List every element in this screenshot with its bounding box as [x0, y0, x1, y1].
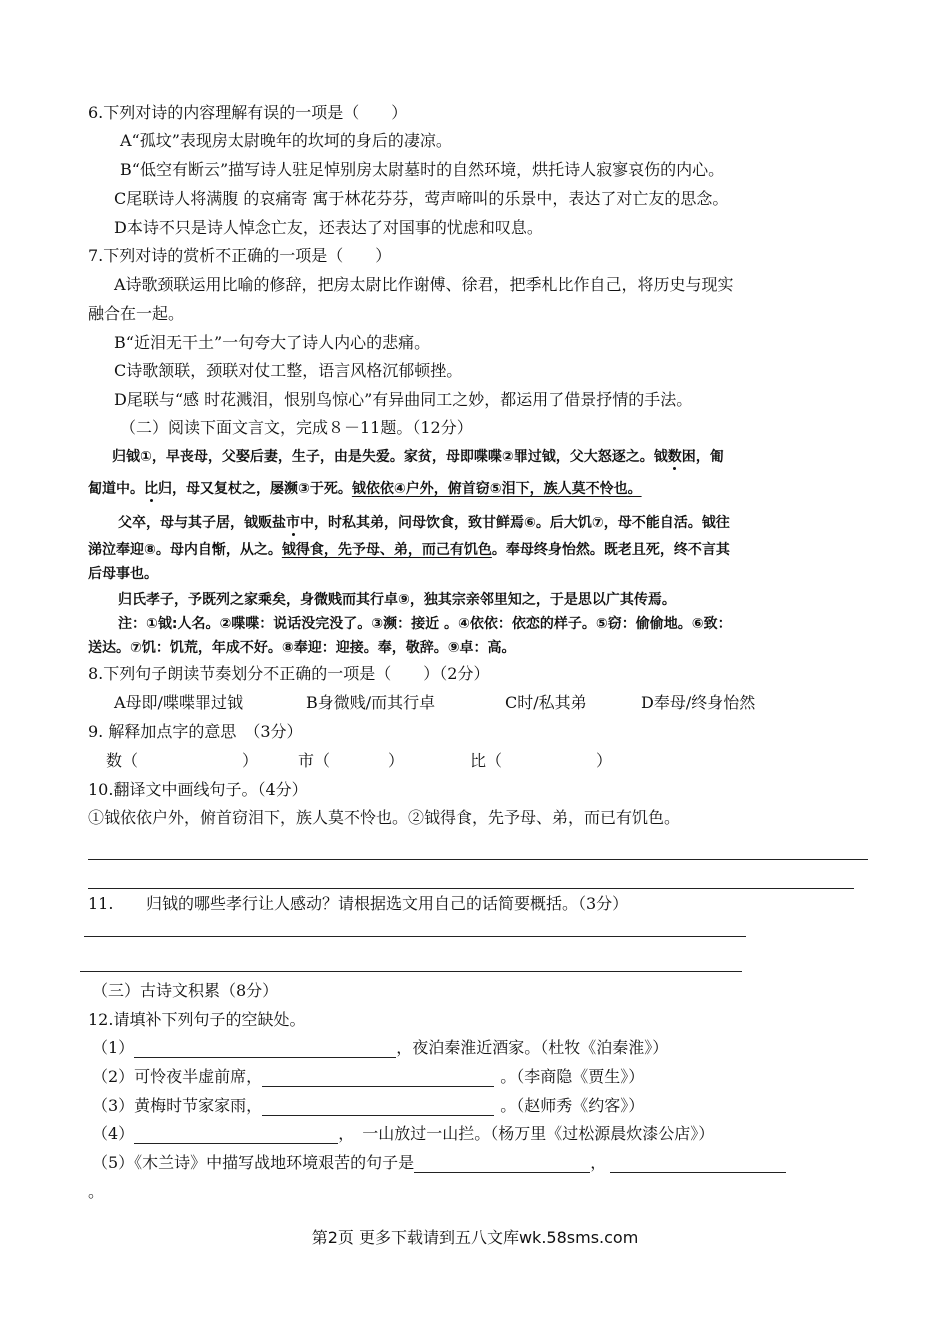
q12-item-3: （3）黄梅时节家家雨， 。（赵师秀《约客》） [92, 1096, 645, 1115]
passage-note-1: 注：①钺:人名。②喋喋：说话没完没了。③濒：接近 。④依依：依恋的样子。⑤窃：偷偷地。⑥致： [118, 616, 732, 632]
section2-title: （二）阅读下面文言文，完成８－11题。（12分） [120, 418, 473, 437]
q9-word-shi-close: ） [388, 751, 405, 770]
passage-p3: 归氏孝子，予既列之家乘矣，身微贱而其行卓⑨，独其宗亲邻里知之，于是思以广其传焉。 [118, 592, 676, 608]
passage-p1-line2: 匐道中。比归，母又复杖之，屡濒③于死。钺依依④户外，俯首窃⑤泪下，族人莫不怜也。 [88, 481, 642, 497]
q8-option-b: B身微贱/而其行卓 [306, 693, 436, 712]
q8-option-d: D奉母/终身怡然 [641, 693, 756, 712]
q7-option-c: C诗歌颔联，颈联对仗工整，语言风格沉郁顿挫。 [114, 361, 463, 380]
q11-stem: 归钺的哪些孝行让人感动？请根据选文用自己的话简要概括。（3分） [146, 894, 629, 913]
page-footer: 第2页 更多下载请到五八文库wk.58sms.com [311, 1228, 639, 1247]
q12-item-2: （2）可怜夜半虚前席， 。（李商隐《贾生》） [92, 1067, 645, 1086]
q12-blank-5a[interactable] [414, 1156, 590, 1173]
q12-stem: 12.请填补下列句子的空缺处。 [88, 1010, 306, 1029]
q7-option-a: A诗歌颈联运用比喻的修辞，把房太尉比作谢傅、徐君，把季札比作自己，将历史与现实 [114, 275, 734, 294]
dotted-char-bi: 比 [144, 481, 158, 497]
q7-option-b: B“近泪无干土”一句夸大了诗人内心的悲痛。 [114, 333, 431, 352]
q9-word-bi-close: ） [596, 751, 613, 770]
q7-option-d: D尾联与“感 时花溅泪，恨别鸟惊心”有异曲同工之妙，都运用了借景抒情的手法。 [114, 390, 693, 409]
q10-text: ①钺依依户外，俯首窃泪下，族人莫不怜也。②钺得食，先予母、弟，而已有饥色。 [88, 808, 681, 827]
q6-option-d: D本诗不只是诗人悼念亡友，还表达了对国事的忧虑和叹息。 [114, 218, 543, 237]
q6-stem: 6.下列对诗的内容理解有误的一项是（ ） [88, 103, 408, 122]
q6-option-b: B“低空有断云”描写诗人驻足悼别房太尉墓时的自然环境，烘托诗人寂寥哀伤的内心。 [120, 160, 725, 179]
passage-p2-line3: 后母事也。 [88, 566, 158, 582]
q7-option-a-cont: 融合在一起。 [88, 304, 185, 323]
q11-answer-line-1[interactable] [84, 936, 746, 937]
q12-item-5: （5）《木兰诗》中描写战地环境艰苦的句子是 ， [92, 1153, 786, 1173]
underlined-sentence-1: 钺依依④户外，俯首窃⑤泪下，族人莫不怜也。 [351, 481, 642, 497]
q12-blank-4[interactable] [134, 1127, 338, 1144]
dotted-char-shu: 数 [667, 449, 682, 465]
q11-number: 11. [88, 894, 114, 913]
q12-blank-2[interactable] [262, 1070, 494, 1087]
q12-item-4: （4） ， 一山放过一山拦。（杨万里《过松源晨炊漆公店》） [92, 1124, 715, 1143]
q6-option-a: A“孤坟”表现房太尉晚年的坎坷的身后的凄凉。 [120, 131, 452, 150]
underlined-sentence-2: 钺得食，先予母、弟，而己有饥色 [281, 542, 492, 558]
passage-note-2: 送达。⑦饥：饥荒，年成不好。⑧奉迎：迎接。奉，敬辞。⑨卓：高。 [88, 640, 516, 656]
q11-answer-line-2[interactable] [80, 971, 742, 972]
q12-blank-3[interactable] [262, 1099, 494, 1116]
q7-stem: 7.下列对诗的赏析不正确的一项是（ ） [88, 246, 392, 265]
q10-answer-line-1[interactable] [88, 859, 868, 860]
passage-p2-line1: 父卒，母与其子居，钺贩盐市中，时私其弟，问母饮食，致甘鲜焉⑥。后大饥⑦，母不能自活。钺往 [118, 515, 730, 531]
passage-p1-line1: 归钺①，早丧母，父娶后妻，生子，由是失爱。家贫，母即喋喋②罪过钺，父大怒逐之。钺数困，匍 [112, 449, 724, 465]
q8-option-a: A母即/喋喋罪过钺 [114, 693, 243, 712]
passage-p2-line2: 涕泣奉迎⑧。母内自惭，从之。钺得食，先予母、弟，而己有饥色。奉母终身怡然。既老且死，终不言其 [88, 542, 730, 558]
q12-blank-5b[interactable] [610, 1156, 786, 1173]
q12-item-5-end: 。 [88, 1182, 105, 1201]
q8-option-c: C时/私其弟 [505, 693, 587, 712]
q12-item-1: （1） ，夜泊秦淮近酒家。（杜牧《泊秦淮》） [92, 1038, 669, 1057]
q9-stem: 9. 解释加点字的意思 （3分） [88, 722, 303, 741]
section3-title: （三）古诗文积累（8分） [92, 981, 279, 1000]
q10-answer-line-2[interactable] [88, 888, 854, 889]
q9-word-shi: 市（ [298, 751, 331, 770]
dotted-char-shi: 市 [286, 515, 300, 531]
q6-option-c: C尾联诗人将满腹 的哀痛寄 寓于林花芬芬，莺声啼叫的乐景中，表达了对亡友的思念。 [114, 189, 729, 208]
q9-word-shu: 数（ [106, 751, 139, 770]
q12-blank-1[interactable] [134, 1041, 396, 1058]
q8-stem: 8.下列句子朗读节奏划分不正确的一项是（ ）（2分） [88, 664, 490, 683]
q10-stem: 10.翻译文中画线句子。（4分） [88, 780, 308, 799]
q9-word-bi: 比（ [470, 751, 503, 770]
q9-word-shu-close: ） [242, 751, 259, 770]
